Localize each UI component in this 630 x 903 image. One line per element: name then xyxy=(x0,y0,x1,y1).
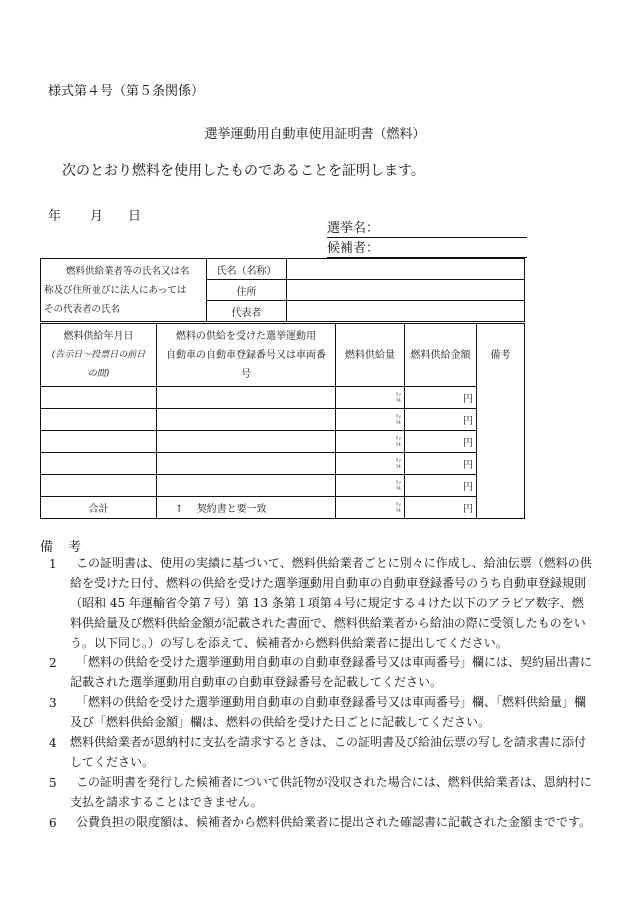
vehicle-number-input[interactable] xyxy=(157,387,336,409)
total-row xyxy=(41,497,525,519)
note-text: 「燃料の供給を受けた選挙運動用自動車の自動車登録番号又は車両番号」欄には、契約届出書に記載された選挙運動用自動車の自動車登録番号を記載してください。 xyxy=(70,655,593,689)
quantity-input[interactable] xyxy=(336,409,405,431)
yen-unit: 円 xyxy=(463,438,473,449)
liter-unit: ﾘｯ ﾄﾙ xyxy=(395,391,401,404)
header-fuel-amount: 燃料供給金額 xyxy=(405,324,477,387)
note-text: 燃料供給業者が恩納村に支払を請求するときは、この証明書及び給油伝票の写しを請求書に添付してください。 xyxy=(70,735,587,769)
supplier-representative-label: 代表者 xyxy=(207,301,287,322)
note-text: この証明書は、使用の実績に基づいて、燃料供給業者ごとに別々に作成し、給油伝票（燃料の供給を受けた日付、燃料の供給を受けた選挙運動用自動車の自動車登録番号のうち自動車登録規則（昭和 45 年運輸省令第７号）第 13 条第１項第４号に規定する４けた以下のアラビア数字、燃料供給量及び燃料供給金額が記載された書面で、燃料供給業者から給油の際に受領したものをいう。以下同じ。）の写しを添えて、候補者から燃料供給業者に提出してください。 xyxy=(70,556,592,650)
supplier-label-cell xyxy=(41,259,207,322)
supplier-representative-input[interactable] xyxy=(287,301,525,322)
supplier-name-input[interactable] xyxy=(287,259,525,280)
candidate-field[interactable] xyxy=(327,240,527,258)
amount-input[interactable] xyxy=(405,409,477,431)
note-number: 6 xyxy=(49,816,57,830)
vehicle-number-input[interactable] xyxy=(157,475,336,497)
table-row xyxy=(41,475,525,497)
amount-input[interactable] xyxy=(405,475,477,497)
amount-input[interactable] xyxy=(405,387,477,409)
note-number: 5 xyxy=(49,776,57,790)
total-quantity-input[interactable] xyxy=(336,497,405,519)
header-date-label: 燃料供給年月日 xyxy=(63,330,134,342)
vehicle-number-input[interactable] xyxy=(157,409,336,431)
table-row xyxy=(41,387,525,409)
supply-date-input[interactable] xyxy=(41,453,157,475)
header-supply-date xyxy=(41,324,157,387)
supplier-table xyxy=(40,258,525,322)
yen-unit: 円 xyxy=(463,460,473,471)
header-vehicle-line: 自動車の自動車登録番号又は車両番 xyxy=(166,349,326,361)
supplier-label-line: その代表者の氏名 xyxy=(44,303,121,315)
remarks-title: 備 考 xyxy=(40,540,83,555)
certification-statement: 次のとおり燃料を使用したものであることを証明します。 xyxy=(62,163,425,179)
yen-unit: 円 xyxy=(463,416,473,427)
quantity-input[interactable] xyxy=(336,453,405,475)
date-day-label: 日 xyxy=(128,209,142,224)
date-year-label: 年 xyxy=(48,209,62,224)
date-month-label: 月 xyxy=(90,209,104,224)
vehicle-number-input[interactable] xyxy=(157,431,336,453)
note-text: 公費負担の限度額は、候補者から燃料供給業者に提出された確認書に記載された金額までです。 xyxy=(76,815,592,829)
quantity-input[interactable] xyxy=(336,387,405,409)
supply-date-input[interactable] xyxy=(41,409,157,431)
supplier-label-line: 称及び住所並びに法人にあっては xyxy=(44,284,187,296)
election-name-field[interactable] xyxy=(327,220,527,238)
form-number: 様式第４号（第５条関係） xyxy=(48,84,205,99)
header-vehicle-number xyxy=(157,324,336,387)
total-label: 合計 xyxy=(41,497,157,519)
yen-unit: 円 xyxy=(463,504,473,515)
yen-unit: 円 xyxy=(463,482,473,493)
supplier-address-label: 住所 xyxy=(207,280,287,301)
table-row xyxy=(41,409,525,431)
liter-unit: ﾘｯ ﾄﾙ xyxy=(395,457,401,470)
header-fuel-quantity: 燃料供給量 xyxy=(336,324,405,387)
amount-input[interactable] xyxy=(405,453,477,475)
amount-input[interactable] xyxy=(405,431,477,453)
note-number: 4 xyxy=(49,736,57,750)
liter-unit: ﾘｯ ﾄﾙ xyxy=(395,501,401,514)
note-number: 3 xyxy=(49,696,57,710)
liter-unit: ﾘｯ ﾄﾙ xyxy=(395,479,401,492)
header-vehicle-line: 号 xyxy=(241,368,251,380)
election-name-label: 選挙名： xyxy=(327,221,380,236)
supplier-label-line: 燃料供給業者等の氏名又は名 xyxy=(66,265,190,277)
total-vehicle-cell xyxy=(157,497,336,519)
supply-date-input[interactable] xyxy=(41,431,157,453)
liter-unit: ﾘｯ ﾄﾙ xyxy=(395,413,401,426)
total-amount-input[interactable] xyxy=(405,497,477,519)
up-arrow-icon: ↑ xyxy=(175,504,184,515)
document-title: 選挙運動用自動車使用証明書（燃料） xyxy=(204,127,426,142)
note-number: 2 xyxy=(49,656,57,670)
header-remarks: 備考 xyxy=(477,324,525,519)
liter-unit: ﾘｯ ﾄﾙ xyxy=(395,435,401,448)
supply-date-input[interactable] xyxy=(41,387,157,409)
quantity-input[interactable] xyxy=(336,475,405,497)
header-date-sub: の間) xyxy=(87,368,110,379)
fuel-items-table xyxy=(40,323,525,519)
contract-match-note: 契約書と要一致 xyxy=(196,504,267,515)
note-text: この証明書を発行した候補者について供託物が没収された場合には、燃料供給業者は、恩納村に支払を請求することはできません。 xyxy=(70,775,592,809)
header-date-sub: (告示日～投票日の前日 xyxy=(51,349,146,360)
yen-unit: 円 xyxy=(463,394,473,405)
table-row xyxy=(41,453,525,475)
quantity-input[interactable] xyxy=(336,431,405,453)
note-text: 「燃料の供給を受けた選挙運動用自動車の自動車登録番号又は車両番号」欄、「燃料供給量」欄及び「燃料供給金額」欄は、燃料の供給を受けた日ごとに記載してください。 xyxy=(70,695,587,729)
supplier-name-label: 氏名（名称） xyxy=(207,259,287,280)
supplier-address-input[interactable] xyxy=(287,280,525,301)
note-number: 1 xyxy=(49,557,57,571)
header-vehicle-line: 燃料の供給を受けた選挙運動用 xyxy=(176,330,316,342)
supply-date-input[interactable] xyxy=(41,475,157,497)
candidate-label: 候補者： xyxy=(327,241,380,256)
vehicle-number-input[interactable] xyxy=(157,453,336,475)
table-row xyxy=(41,431,525,453)
